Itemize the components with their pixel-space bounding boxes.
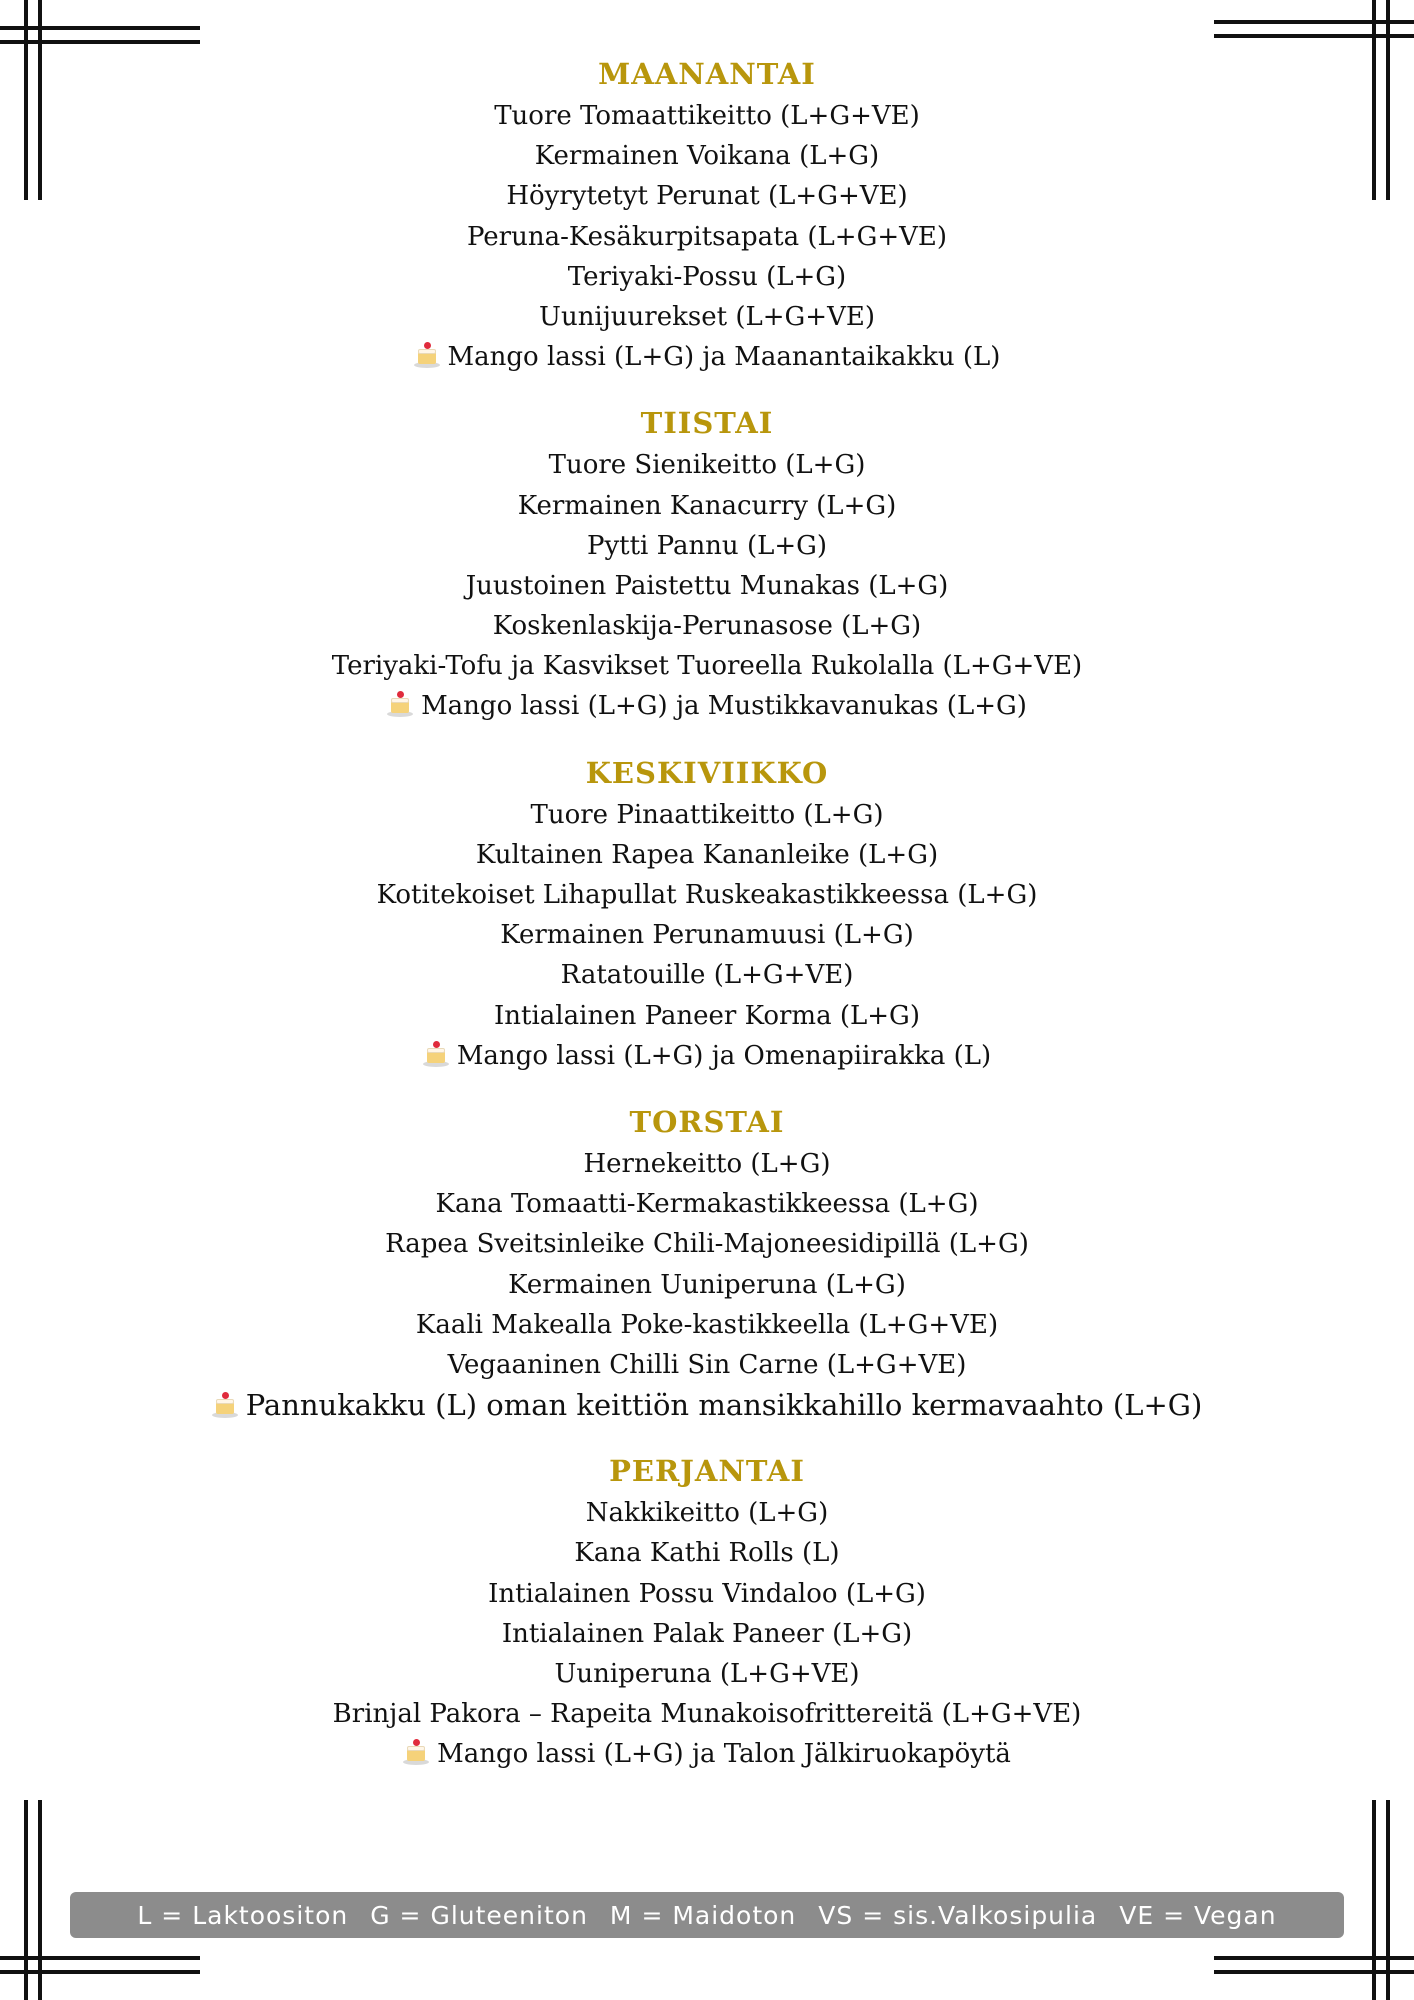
dish-item: Tuore Sienikeitto (L+G) bbox=[548, 450, 866, 481]
day-section-friday bbox=[0, 1449, 1414, 1774]
dessert-text: Pannukakku (L) oman keittiön mansikkahillo kermavaahto (L+G) bbox=[245, 1388, 1203, 1423]
weekly-menu bbox=[0, 52, 1414, 1775]
dessert-text: Mango lassi (L+G) ja Omenapiirakka (L) bbox=[456, 1040, 992, 1071]
cake-icon bbox=[387, 691, 413, 717]
dish-item: Uunijuurekset (L+G+VE) bbox=[539, 301, 875, 332]
legend-item: VE = Vegan bbox=[1119, 1900, 1277, 1930]
dish-item: Brinjal Pakora – Rapeita Munakoisofrittereitä (L+G+VE) bbox=[332, 1699, 1082, 1730]
dish-item: Tuore Pinaattikeitto (L+G) bbox=[530, 799, 884, 830]
dish-item: Kermainen Kanacurry (L+G) bbox=[517, 490, 897, 521]
dish-item: Kaali Makealla Poke-kastikkeella (L+G+VE) bbox=[415, 1309, 999, 1340]
dessert-item bbox=[0, 686, 1414, 726]
legend-item: M = Maidoton bbox=[609, 1900, 797, 1930]
legend-bar bbox=[70, 1892, 1344, 1938]
day-title: MAANANTAI bbox=[598, 57, 816, 91]
legend-item: L = Laktoositon bbox=[137, 1900, 349, 1930]
dish-item: Teriyaki-Possu (L+G) bbox=[567, 261, 847, 292]
dessert-item bbox=[0, 1385, 1414, 1425]
dish-item: Juustoinen Paistettu Munakas (L+G) bbox=[465, 570, 949, 601]
dish-item: Intialainen Palak Paneer (L+G) bbox=[501, 1618, 913, 1649]
dish-item: Vegaaninen Chilli Sin Carne (L+G+VE) bbox=[447, 1349, 967, 1380]
dish-item: Kana Tomaatti-Kermakastikkeessa (L+G) bbox=[435, 1189, 979, 1220]
cake-icon bbox=[403, 1739, 429, 1765]
day-section-monday bbox=[0, 52, 1414, 377]
dish-item: Pytti Pannu (L+G) bbox=[586, 530, 828, 561]
day-title: TORSTAI bbox=[629, 1104, 785, 1139]
dish-item: Intialainen Paneer Korma (L+G) bbox=[494, 1000, 920, 1031]
day-section-tuesday bbox=[0, 401, 1414, 726]
day-title: KESKIVIIKKO bbox=[585, 755, 829, 790]
day-title: TIISTAI bbox=[640, 406, 774, 441]
dish-item: Kermainen Voikana (L+G) bbox=[534, 141, 880, 172]
legend-item: VS = sis.Valkosipulia bbox=[818, 1900, 1098, 1930]
cake-icon bbox=[212, 1392, 238, 1418]
dish-item: Kermainen Uuniperuna (L+G) bbox=[508, 1269, 906, 1300]
dish-item: Kana Kathi Rolls (L) bbox=[574, 1538, 840, 1569]
dish-item: Koskenlaskija-Perunasose (L+G) bbox=[492, 611, 922, 642]
dish-item: Uuniperuna (L+G+VE) bbox=[554, 1659, 860, 1689]
dish-item: Kermainen Perunamuusi (L+G) bbox=[500, 920, 914, 951]
legend-item: G = Gluteeniton bbox=[370, 1900, 588, 1930]
dish-item: Tuore Tomaattikeitto (L+G+VE) bbox=[494, 101, 920, 131]
dish-item: Peruna-Kesäkurpitsapata (L+G+VE) bbox=[466, 221, 948, 252]
dish-item: Intialainen Possu Vindaloo (L+G) bbox=[488, 1578, 926, 1609]
dish-item: Rapea Sveitsinleike Chili-Majoneesidipillä (L+G) bbox=[385, 1229, 1029, 1260]
dessert-item bbox=[0, 337, 1414, 377]
dish-item: Nakkikeitto (L+G) bbox=[585, 1498, 829, 1529]
cake-icon bbox=[414, 342, 440, 368]
dessert-item bbox=[0, 1734, 1414, 1774]
day-section-thursday bbox=[0, 1100, 1414, 1425]
dish-item: Höyrytetyt Perunat (L+G+VE) bbox=[506, 181, 908, 212]
dish-item: Hernekeitto (L+G) bbox=[583, 1148, 831, 1179]
day-section-wednesday bbox=[0, 751, 1414, 1076]
day-title: PERJANTAI bbox=[609, 1454, 805, 1489]
cake-icon bbox=[423, 1041, 449, 1067]
dessert-item bbox=[0, 1036, 1414, 1076]
dish-item: Kotitekoiset Lihapullat Ruskeakastikkeessa (L+G) bbox=[376, 880, 1038, 910]
dish-item: Kultainen Rapea Kananleike (L+G) bbox=[475, 839, 939, 870]
dessert-text: Mango lassi (L+G) ja Maanantaikakku (L) bbox=[447, 342, 1001, 373]
dessert-text: Mango lassi (L+G) ja Talon Jälkiruokapöytä bbox=[437, 1739, 1011, 1770]
dessert-text: Mango lassi (L+G) ja Mustikkavanukas (L+G) bbox=[421, 691, 1027, 722]
dish-item: Ratatouille (L+G+VE) bbox=[560, 960, 854, 991]
dish-item: Teriyaki-Tofu ja Kasvikset Tuoreella Rukolalla (L+G+VE) bbox=[331, 651, 1083, 682]
